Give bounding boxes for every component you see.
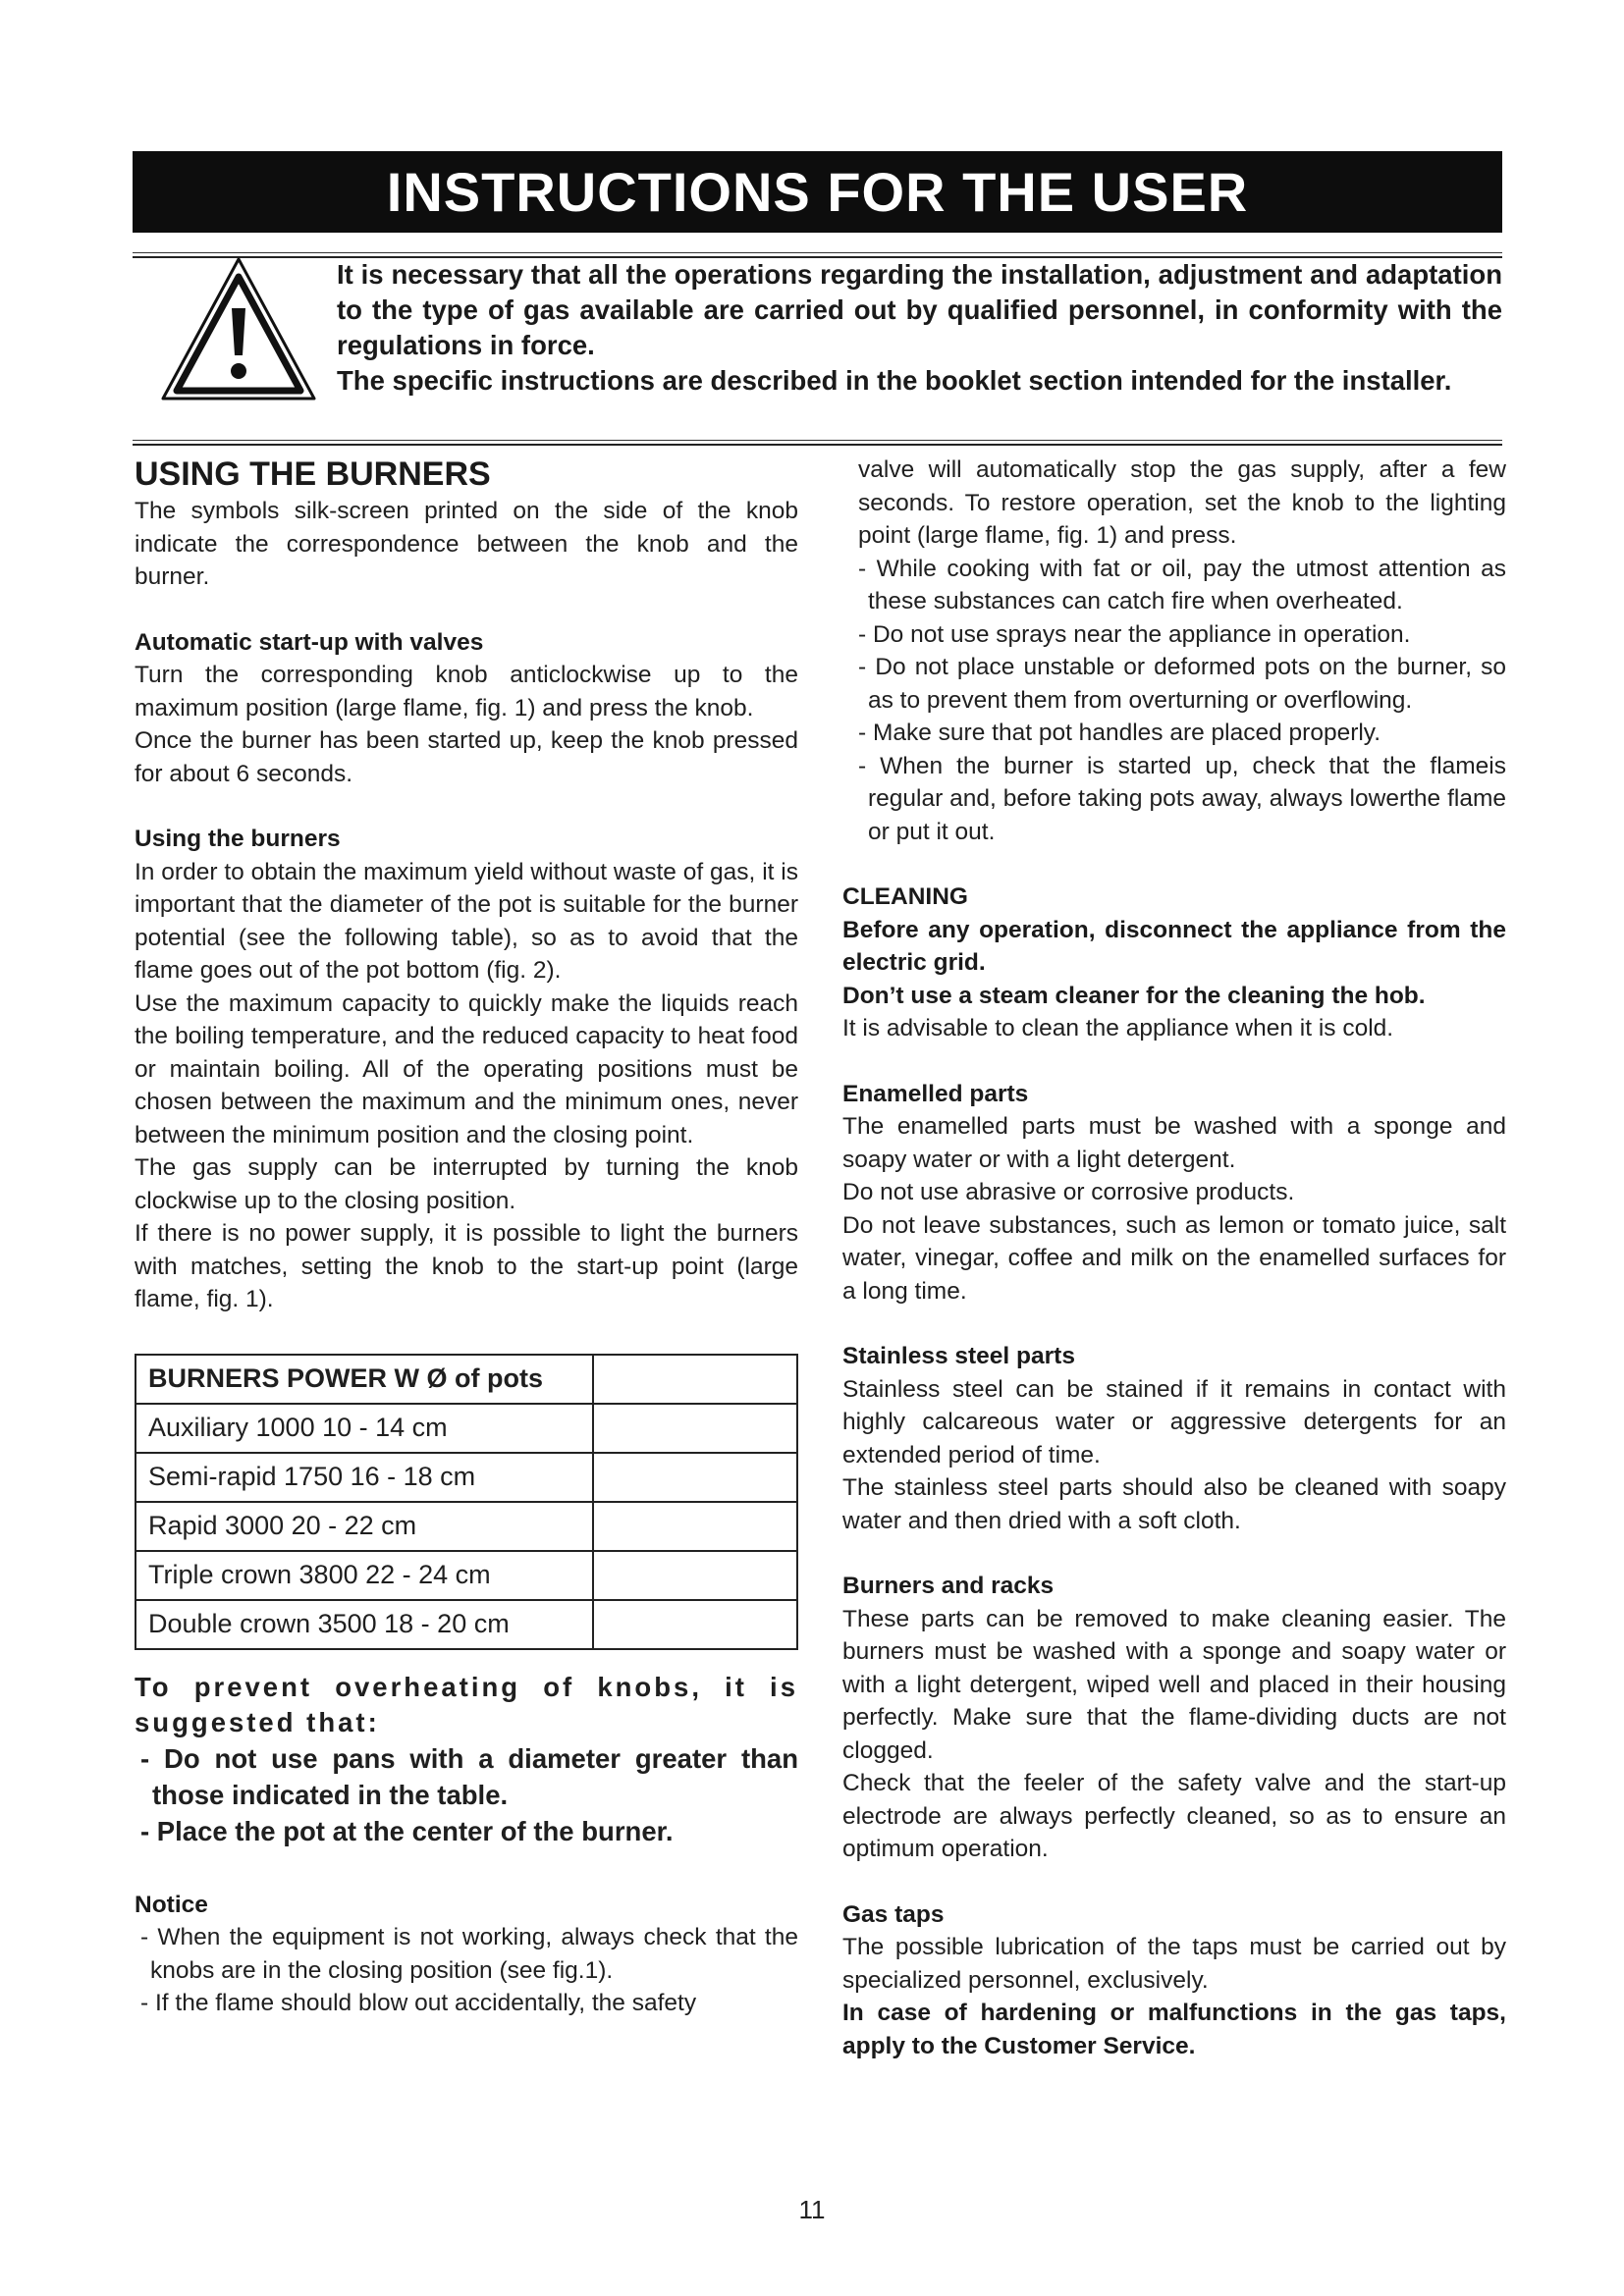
subheading-cleaning: CLEANING	[842, 883, 968, 910]
subheading-automatic-start: Automatic start-up with valves	[135, 628, 484, 656]
paragraph: In order to obtain the maximum yield without waste of gas, it is important that the diameter of the pot is suitable for the burner potential (see the following table), so as to avoid that the flame goes out of the pot bottom (fig. 2).	[135, 858, 798, 984]
list-item: - If the flame should blow out accidentally, the safety	[140, 1990, 697, 2016]
subheading-stainless-steel: Stainless steel parts	[842, 1343, 1075, 1369]
table-cell	[593, 1551, 797, 1600]
paragraph: Use the maximum capacity to quickly make the liquids reach the boiling temperature, and the reduced capacity to heat food or maintain boiling. All of the operating positions must be chosen between the maximum and the minimum ones, never between the minimum position and the closing point.	[135, 989, 798, 1148]
top-divider	[133, 252, 1502, 253]
table-cell: Auxiliary 1000 10 - 14 cm	[135, 1404, 593, 1453]
list-item: - Do not place unstable or deformed pots on the burner, so as to prevent them from overturning or overflowing.	[858, 654, 1506, 714]
section-title-using-burners: USING THE BURNERS	[135, 455, 491, 493]
list-item: - Do not use pans with a diameter greater than those indicated in the table.	[140, 1742, 798, 1810]
table-row	[135, 1502, 797, 1551]
table-cell	[593, 1355, 797, 1404]
page-number: 11	[798, 2195, 826, 2224]
table-row	[135, 1404, 797, 1453]
list-item: - When the equipment is not working, always check that the knobs are in the closing position (see fig.1).	[140, 1924, 798, 1984]
paragraph: It is advisable to clean the appliance when it is cold.	[842, 1015, 1394, 1041]
bold-paragraph: In case of hardening or malfunctions in the gas taps, apply to the Customer Service.	[842, 2000, 1506, 2059]
warning-divider-thick	[133, 444, 1502, 446]
paragraph: The enamelled parts must be washed with a sponge and soapy water or with a light detergent.	[842, 1113, 1506, 1173]
table-cell: Semi-rapid 1750 16 - 18 cm	[135, 1453, 593, 1502]
table-cell: Triple crown 3800 22 - 24 cm	[135, 1551, 593, 1600]
table-header-row	[135, 1355, 797, 1404]
table-header-cell: BURNERS POWER W Ø of pots	[135, 1355, 593, 1404]
paragraph: Once the burner has been started up, keep the knob pressed for about 6 seconds.	[135, 727, 798, 787]
paragraph: Check that the feeler of the safety valve and the start-up electrode are always perfectly cleaned, so as to ensure an optimum operation.	[842, 1770, 1506, 1862]
table-cell	[593, 1502, 797, 1551]
warning-divider	[133, 440, 1502, 441]
paragraph: Turn the corresponding knob anticlockwise up to the maximum position (large flame, fig. 1) and press the knob.	[135, 662, 798, 721]
table-cell	[593, 1453, 797, 1502]
paragraph: These parts can be removed to make cleaning easier. The burners must be washed with a sponge and soapy water or with a light detergent, wiped well and placed in their housing perfectly. Make sure that the flame-dividing ducts are not clogged.	[842, 1605, 1506, 1764]
table-cell: Double crown 3500 18 - 20 cm	[135, 1600, 593, 1649]
table-row	[135, 1453, 797, 1502]
warning-text-2: The specific instructions are described in the booklet section intended for the installer.	[337, 365, 1452, 396]
subheading-using-burners: Using the burners	[135, 826, 341, 852]
table-cell	[593, 1404, 797, 1453]
list-item: - When the burner is started up, check that the flameis regular and, before taking pots away, always lowerthe flame or put it out.	[858, 752, 1506, 845]
list-item: - Do not use sprays near the appliance in operation.	[858, 620, 1411, 648]
left-column	[135, 454, 798, 2020]
right-column	[842, 454, 1506, 2062]
paragraph: Do not use abrasive or corrosive products.	[842, 1179, 1295, 1205]
subheading-notice: Notice	[135, 1891, 208, 1918]
table-row	[135, 1551, 797, 1600]
list-item: - Make sure that pot handles are placed properly.	[858, 720, 1381, 746]
subheading-burners-racks: Burners and racks	[842, 1573, 1055, 1599]
paragraph: valve will automatically stop the gas supply, after a few seconds. To restore operation, set the knob to the lighting point (large flame, fig. 1) and press.	[858, 456, 1506, 549]
installer-warning	[337, 257, 1502, 399]
page-title-banner: INSTRUCTIONS FOR THE USER	[133, 151, 1502, 233]
paragraph: Do not leave substances, such as lemon or tomato juice, salt water, vinegar, coffee and milk on the enamelled surfaces for a long time.	[842, 1211, 1506, 1305]
paragraph: The gas supply can be interrupted by turning the knob clockwise up to the closing position.	[135, 1154, 798, 1214]
burners-table	[135, 1354, 798, 1650]
table-row	[135, 1600, 797, 1649]
paragraph: If there is no power supply, it is possible to light the burners with matches, setting the knob to the start-up point (large flame, fig. 1).	[135, 1220, 798, 1312]
prevent-overheating-heading: To prevent overheating of knobs, it is suggested that:	[135, 1671, 798, 1737]
bold-paragraph: Don’t use a steam cleaner for the cleaning the hob.	[842, 982, 1426, 1009]
subheading-gas-taps: Gas taps	[842, 1900, 945, 1928]
warning-text-1: It is necessary that all the operations regarding the installation, adjustment and adaptation to the type of gas available are carried out by qualified personnel, in conformity with the regulations in force.	[337, 259, 1502, 360]
table-cell	[593, 1600, 797, 1649]
warning-triangle-icon	[155, 251, 322, 408]
intro-paragraph: The symbols silk-screen printed on the side of the knob indicate the correspondence between the knob and the burner.	[135, 498, 798, 590]
table-cell: Rapid 3000 20 - 22 cm	[135, 1502, 593, 1551]
list-item: - While cooking with fat or oil, pay the utmost attention as these substances can catch fire when overheated.	[858, 555, 1506, 614]
subheading-enamelled-parts: Enamelled parts	[842, 1080, 1029, 1107]
bold-paragraph: Before any operation, disconnect the appliance from the electric grid.	[842, 916, 1506, 976]
list-item: - Place the pot at the center of the burner.	[140, 1815, 674, 1846]
paragraph: The possible lubrication of the taps must be carried out by specialized personnel, exclusively.	[842, 1934, 1506, 1994]
paragraph: Stainless steel can be stained if it remains in contact with highly calcareous water or aggressive detergents for an extended period of time.	[842, 1375, 1506, 1468]
paragraph: The stainless steel parts should also be cleaned with soapy water and then dried with a soft cloth.	[842, 1474, 1506, 1534]
